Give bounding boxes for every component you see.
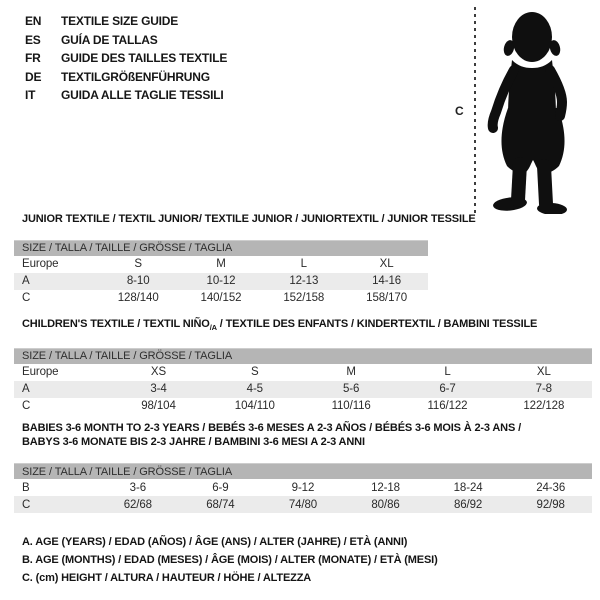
language-label: GUÍA DE TALLAS xyxy=(61,32,158,47)
size-cell: 140/152 xyxy=(200,292,242,304)
size-cell: XL xyxy=(536,366,551,378)
row-label: C xyxy=(22,292,31,304)
language-label: TEXTILGRÖßENFÜHRUNG xyxy=(61,69,210,84)
language-label: GUIDA ALLE TAGLIE TESSILI xyxy=(61,88,224,103)
table-header-bar: SIZE / TALLA / TAILLE / GRÖSSE / TAGLIA xyxy=(14,464,592,480)
table-row-height xyxy=(14,290,428,307)
table-row-height xyxy=(14,496,592,513)
footnote-age-years: A. AGE (YEARS) / EDAD (AÑOS) / ÂGE (ANS) / ALTER (JAHRE) / ETÀ (ANNI) xyxy=(22,536,408,548)
row-label: B xyxy=(22,481,30,494)
section-junior-textile xyxy=(14,213,594,307)
table-header-bar: SIZE / TALLA / TAILLE / GRÖSSE / TAGLIA xyxy=(14,240,428,256)
size-cell: 110/116 xyxy=(331,400,371,412)
table-row-height xyxy=(14,398,592,415)
language-row xyxy=(25,86,227,105)
language-title-block xyxy=(25,12,227,105)
section-heading-babies-line2: BABYS 3-6 MONATE BIS 2-3 JAHRE / BAMBINI 3-6 MESI A 2-3 ANNI xyxy=(22,435,365,448)
section-childrens-textile xyxy=(14,318,594,415)
size-cell: 86/92 xyxy=(453,498,483,511)
height-measure-figure xyxy=(448,4,598,216)
size-cell: 3-4 xyxy=(150,383,167,395)
size-cell: 74/80 xyxy=(288,498,318,511)
heading-text: CHILDREN'S TEXTILE / TEXTIL NIÑO xyxy=(22,318,210,330)
size-cell: M xyxy=(216,258,226,270)
footnote-age-months: B. AGE (MONTHS) / EDAD (MESES) / ÂGE (MOIS) / ALTER (MONATE) / ETÀ (MESI) xyxy=(22,554,438,566)
size-table-children xyxy=(14,348,592,415)
language-row xyxy=(25,68,227,87)
size-cell: 6-7 xyxy=(439,383,456,395)
size-cell: L xyxy=(444,366,451,378)
section-heading-junior: JUNIOR TEXTILE / TEXTIL JUNIOR/ TEXTILE JUNIOR / JUNIORTEXTIL / JUNIOR TESSILE xyxy=(22,213,476,225)
baby-silhouette-icon xyxy=(480,4,596,214)
language-label: GUIDE DES TAILLES TEXTILE xyxy=(61,51,228,66)
footnotes-block xyxy=(22,533,438,587)
row-label: Europe xyxy=(22,258,59,270)
row-label: Europe xyxy=(22,366,59,378)
size-cell: 24-36 xyxy=(536,481,566,494)
size-cell: L xyxy=(300,258,307,270)
heading-text: / TEXTILE DES ENFANTS / KINDERTEXTIL / BAMBINI TESSILE xyxy=(216,318,538,330)
language-code: FR xyxy=(25,51,41,66)
size-cell: 12-13 xyxy=(289,275,319,287)
language-code: DE xyxy=(25,69,42,84)
size-cell: 122/128 xyxy=(523,400,565,412)
language-code: ES xyxy=(25,32,41,47)
language-code: EN xyxy=(25,14,42,28)
size-cell: 18-24 xyxy=(453,481,483,494)
language-code: IT xyxy=(25,88,36,103)
size-cell: 116/122 xyxy=(427,400,468,412)
size-cell: 80/86 xyxy=(371,498,400,511)
size-table-babies xyxy=(14,463,592,513)
size-cell: 7-8 xyxy=(535,383,552,395)
size-cell: 152/158 xyxy=(283,292,325,304)
language-row xyxy=(25,49,227,68)
row-label: A xyxy=(22,383,30,395)
size-cell: 104/110 xyxy=(234,400,275,412)
table-row-age-months xyxy=(14,479,592,496)
table-row-europe xyxy=(14,364,592,381)
footnote-height: C. (cm) HEIGHT / ALTURA / HAUTEUR / HÖHE / ALTEZZA xyxy=(22,572,312,584)
table-header-bar: SIZE / TALLA / TAILLE / GRÖSSE / TAGLIA xyxy=(14,348,592,364)
size-cell: XL xyxy=(379,258,394,270)
size-cell: 62/68 xyxy=(123,498,152,511)
table-row-europe xyxy=(14,256,428,273)
section-heading-babies-line1: BABIES 3-6 MONTH TO 2-3 YEARS / BEBÉS 3-6 MESES A 2-3 AÑOS / BÉBÉS 3-6 MOIS À 2-3 ANS / xyxy=(22,422,521,434)
size-cell: 4-5 xyxy=(246,383,263,395)
size-cell: 8-10 xyxy=(126,275,150,287)
size-table-junior xyxy=(14,240,428,307)
size-cell: 158/170 xyxy=(366,292,408,304)
size-cell: 12-18 xyxy=(371,481,400,494)
size-cell: 6-9 xyxy=(212,481,229,494)
size-cell: 92/98 xyxy=(536,498,565,511)
section-babies-textile xyxy=(14,422,594,513)
heading-subscript: /A xyxy=(209,323,217,333)
size-cell: 128/140 xyxy=(117,292,159,304)
row-label: C xyxy=(22,400,31,412)
size-cell: 10-12 xyxy=(206,275,236,287)
language-row xyxy=(25,31,227,50)
section-heading-children xyxy=(22,318,594,332)
size-cell: 5-6 xyxy=(342,383,360,395)
size-cell: S xyxy=(134,258,142,270)
size-cell: S xyxy=(251,366,259,378)
language-label: TEXTILE SIZE GUIDE xyxy=(61,14,179,28)
size-cell: 9-12 xyxy=(291,481,315,494)
size-cell: 14-16 xyxy=(372,275,402,287)
size-cell: 3-6 xyxy=(129,481,146,494)
size-cell: 68/74 xyxy=(206,498,235,511)
size-cell: XS xyxy=(150,366,167,378)
table-row-age xyxy=(14,381,592,398)
size-cell: 98/104 xyxy=(141,400,176,412)
row-label: C xyxy=(22,498,31,511)
table-row-age xyxy=(14,273,428,290)
measure-label-c: C xyxy=(455,104,464,118)
row-label: A xyxy=(22,275,30,287)
height-measure-dashed-line xyxy=(474,7,476,213)
size-cell: M xyxy=(346,366,356,378)
language-row xyxy=(25,12,227,31)
